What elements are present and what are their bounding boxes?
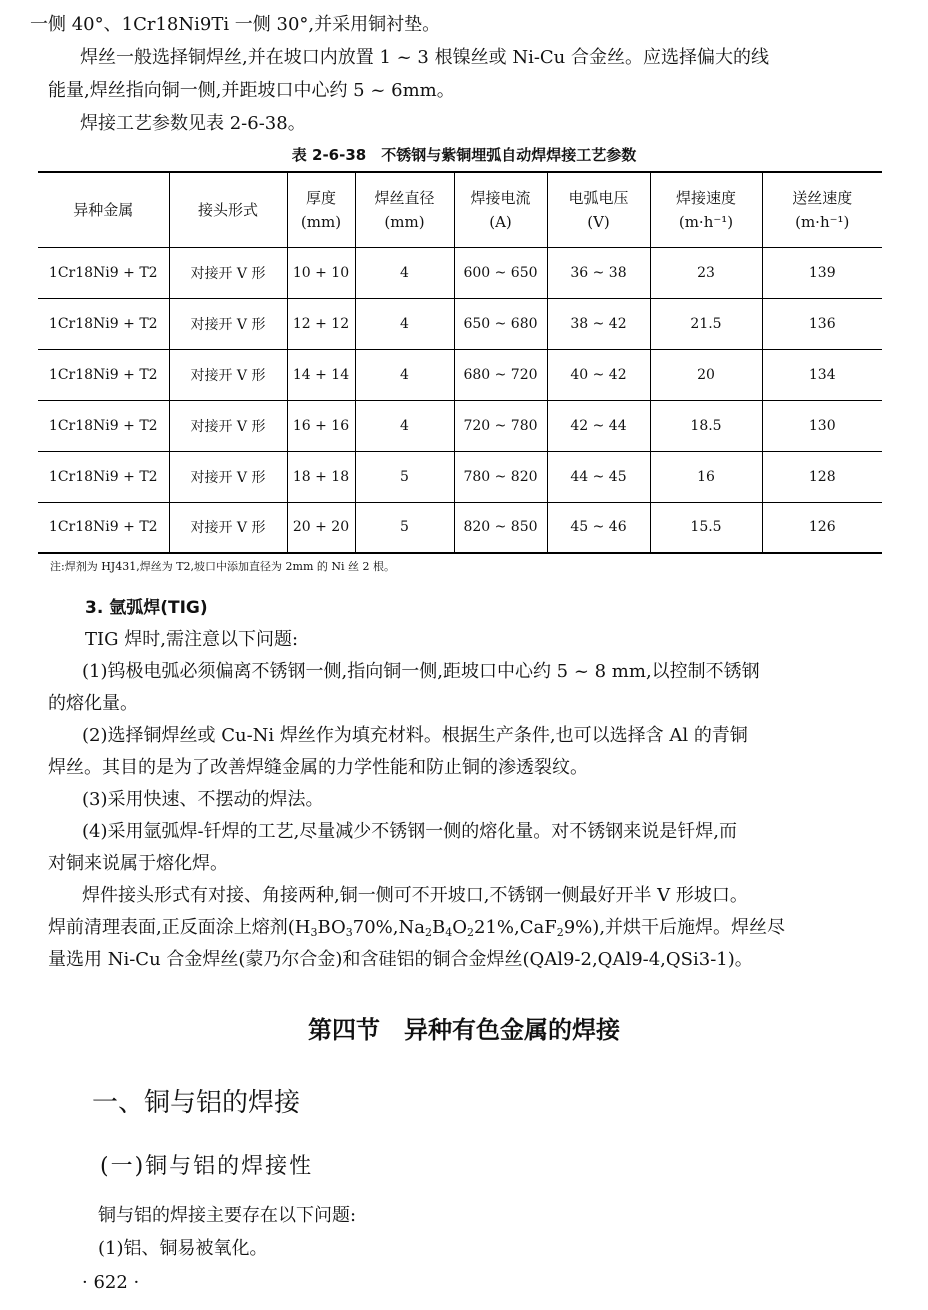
table-cell: 1Cr18Ni9 + T2 (38, 400, 169, 451)
table-cell: 650 ~ 680 (454, 298, 547, 349)
table-cell: 1Cr18Ni9 + T2 (38, 247, 169, 298)
table-cell: 136 (762, 298, 882, 349)
tig-item-1b: 的熔化量。 (48, 693, 138, 714)
header-welding-current: 焊接电流 (A) (454, 172, 547, 247)
intro-line-4: 焊接工艺参数见表 2-6-38。 (80, 113, 306, 134)
header-arc-voltage: 电弧电压 (V) (547, 172, 650, 247)
header-thickness: 厚度 (mm) (287, 172, 355, 247)
tig-item-4b: 对铜来说属于熔化焊。 (48, 853, 228, 874)
table-cell: 45 ~ 46 (547, 502, 650, 553)
table-cell: 134 (762, 349, 882, 400)
body-paragraph: (1)铝、铜易被氧化。 (98, 1238, 268, 1259)
intro-line-2: 焊丝一般选择铜焊丝,并在坡口内放置 1 ~ 3 根镍丝或 Ni-Cu 合金丝。应选择偏大的线 (80, 47, 769, 68)
table-cell: 1Cr18Ni9 + T2 (38, 502, 169, 553)
table-row (38, 247, 882, 298)
table-row (38, 451, 882, 502)
tig-item-1a: (1)钨极电弧必须偏离不锈钢一侧,指向铜一侧,距坡口中心约 5 ~ 8 mm,以控制不锈钢 (82, 661, 760, 682)
table-cell: 780 ~ 820 (454, 451, 547, 502)
table-cell: 23 (650, 247, 762, 298)
table-cell: 14 + 14 (287, 349, 355, 400)
table-cell: 820 ~ 850 (454, 502, 547, 553)
table-cell: 12 + 12 (287, 298, 355, 349)
table-cell: 16 + 16 (287, 400, 355, 451)
welding-parameters-table (38, 171, 882, 554)
table-cell: 4 (355, 298, 454, 349)
table-cell: 10 + 10 (287, 247, 355, 298)
table-cell: 对接开 V 形 (169, 349, 287, 400)
table-cell: 4 (355, 247, 454, 298)
intro-line-1: 一侧 40°、1Cr18Ni9Ti 一侧 30°,并采用铜衬垫。 (30, 14, 441, 35)
table-cell: 20 (650, 349, 762, 400)
section-title: 第四节 异种有色金属的焊接 (308, 1016, 620, 1044)
tig-paragraph-3: 量选用 Ni-Cu 合金焊丝(蒙乃尔合金)和含硅铝的铜合金焊丝(QAl9-2,QAl9-4,QSi3-1)。 (48, 949, 753, 970)
table-cell: 38 ~ 42 (547, 298, 650, 349)
table-cell: 42 ~ 44 (547, 400, 650, 451)
table-cell: 126 (762, 502, 882, 553)
header-welding-speed: 焊接速度 (m·h⁻¹) (650, 172, 762, 247)
table-row (38, 502, 882, 553)
table-cell: 对接开 V 形 (169, 451, 287, 502)
header-wire-diameter: 焊丝直径 (mm) (355, 172, 454, 247)
table-row (38, 349, 882, 400)
table-cell: 4 (355, 400, 454, 451)
table-cell: 5 (355, 451, 454, 502)
tig-item-2a: (2)选择铜焊丝或 Cu-Ni 焊丝作为填充材料。根据生产条件,也可以选择含 Al 的青铜 (82, 725, 748, 746)
heading-level-2: (一)铜与铝的焊接性 (100, 1154, 314, 1179)
table-cell: 1Cr18Ni9 + T2 (38, 349, 169, 400)
table-cell: 44 ~ 45 (547, 451, 650, 502)
table-cell: 18 + 18 (287, 451, 355, 502)
table-header-row (38, 172, 882, 247)
table-cell: 5 (355, 502, 454, 553)
table-cell: 720 ~ 780 (454, 400, 547, 451)
table-cell: 40 ~ 42 (547, 349, 650, 400)
heading-level-1: 一、铜与铝的焊接 (92, 1088, 301, 1118)
table-cell: 20 + 20 (287, 502, 355, 553)
header-joint-type: 接头形式 (169, 172, 287, 247)
body-paragraph: 铜与铝的焊接主要存在以下问题: (98, 1205, 357, 1226)
table-cell: 对接开 V 形 (169, 400, 287, 451)
table-cell: 对接开 V 形 (169, 298, 287, 349)
table-note: 注:焊剂为 HJ431,焊丝为 T2,坡口中添加直径为 2mm 的 Ni 丝 2 根。 (50, 560, 396, 573)
table-cell: 对接开 V 形 (169, 502, 287, 553)
tig-item-3: (3)采用快速、不摆动的焊法。 (82, 789, 324, 810)
table-cell: 对接开 V 形 (169, 247, 287, 298)
table-cell: 21.5 (650, 298, 762, 349)
table-cell: 1Cr18Ni9 + T2 (38, 298, 169, 349)
header-wire-feed-speed: 送丝速度 (m·h⁻¹) (762, 172, 882, 247)
table-cell: 36 ~ 38 (547, 247, 650, 298)
table-cell: 680 ~ 720 (454, 349, 547, 400)
table-title: 表 2-6-38 不锈钢与紫铜埋弧自动焊焊接工艺参数 (291, 146, 637, 164)
tig-item-4a: (4)采用氩弧焊-钎焊的工艺,尽量减少不锈钢一侧的熔化量。对不锈钢来说是钎焊,而 (82, 821, 738, 842)
header-dissimilar-metal: 异种金属 (38, 172, 169, 247)
table-cell: 18.5 (650, 400, 762, 451)
intro-line-3: 能量,焊丝指向铜一侧,并距坡口中心约 5 ~ 6mm。 (48, 80, 455, 101)
table-cell: 1Cr18Ni9 + T2 (38, 451, 169, 502)
table-cell: 128 (762, 451, 882, 502)
tig-paragraph-2: 焊前清理表面,正反面涂上熔剂$(H_3BO_370\%,Na_2B_4O_221\%,CaF_29\%)$,并烘干后施焊。焊丝尽 (48, 917, 786, 939)
table-row (38, 400, 882, 451)
table-cell: 600 ~ 650 (454, 247, 547, 298)
tig-item-2b: 焊丝。其目的是为了改善焊缝金属的力学性能和防止铜的渗透裂纹。 (48, 757, 588, 778)
table-cell: 16 (650, 451, 762, 502)
table-cell: 139 (762, 247, 882, 298)
page-number: · 622 · (82, 1272, 140, 1293)
tig-intro: TIG 焊时,需注意以下问题: (85, 629, 299, 650)
table-cell: 15.5 (650, 502, 762, 553)
table-row (38, 298, 882, 349)
tig-heading: 3. 氩弧焊(TIG) (85, 598, 208, 618)
table-cell: 130 (762, 400, 882, 451)
table-cell: 4 (355, 349, 454, 400)
tig-paragraph-1: 焊件接头形式有对接、角接两种,铜一侧可不开坡口,不锈钢一侧最好开半 V 形坡口。 (82, 885, 748, 906)
